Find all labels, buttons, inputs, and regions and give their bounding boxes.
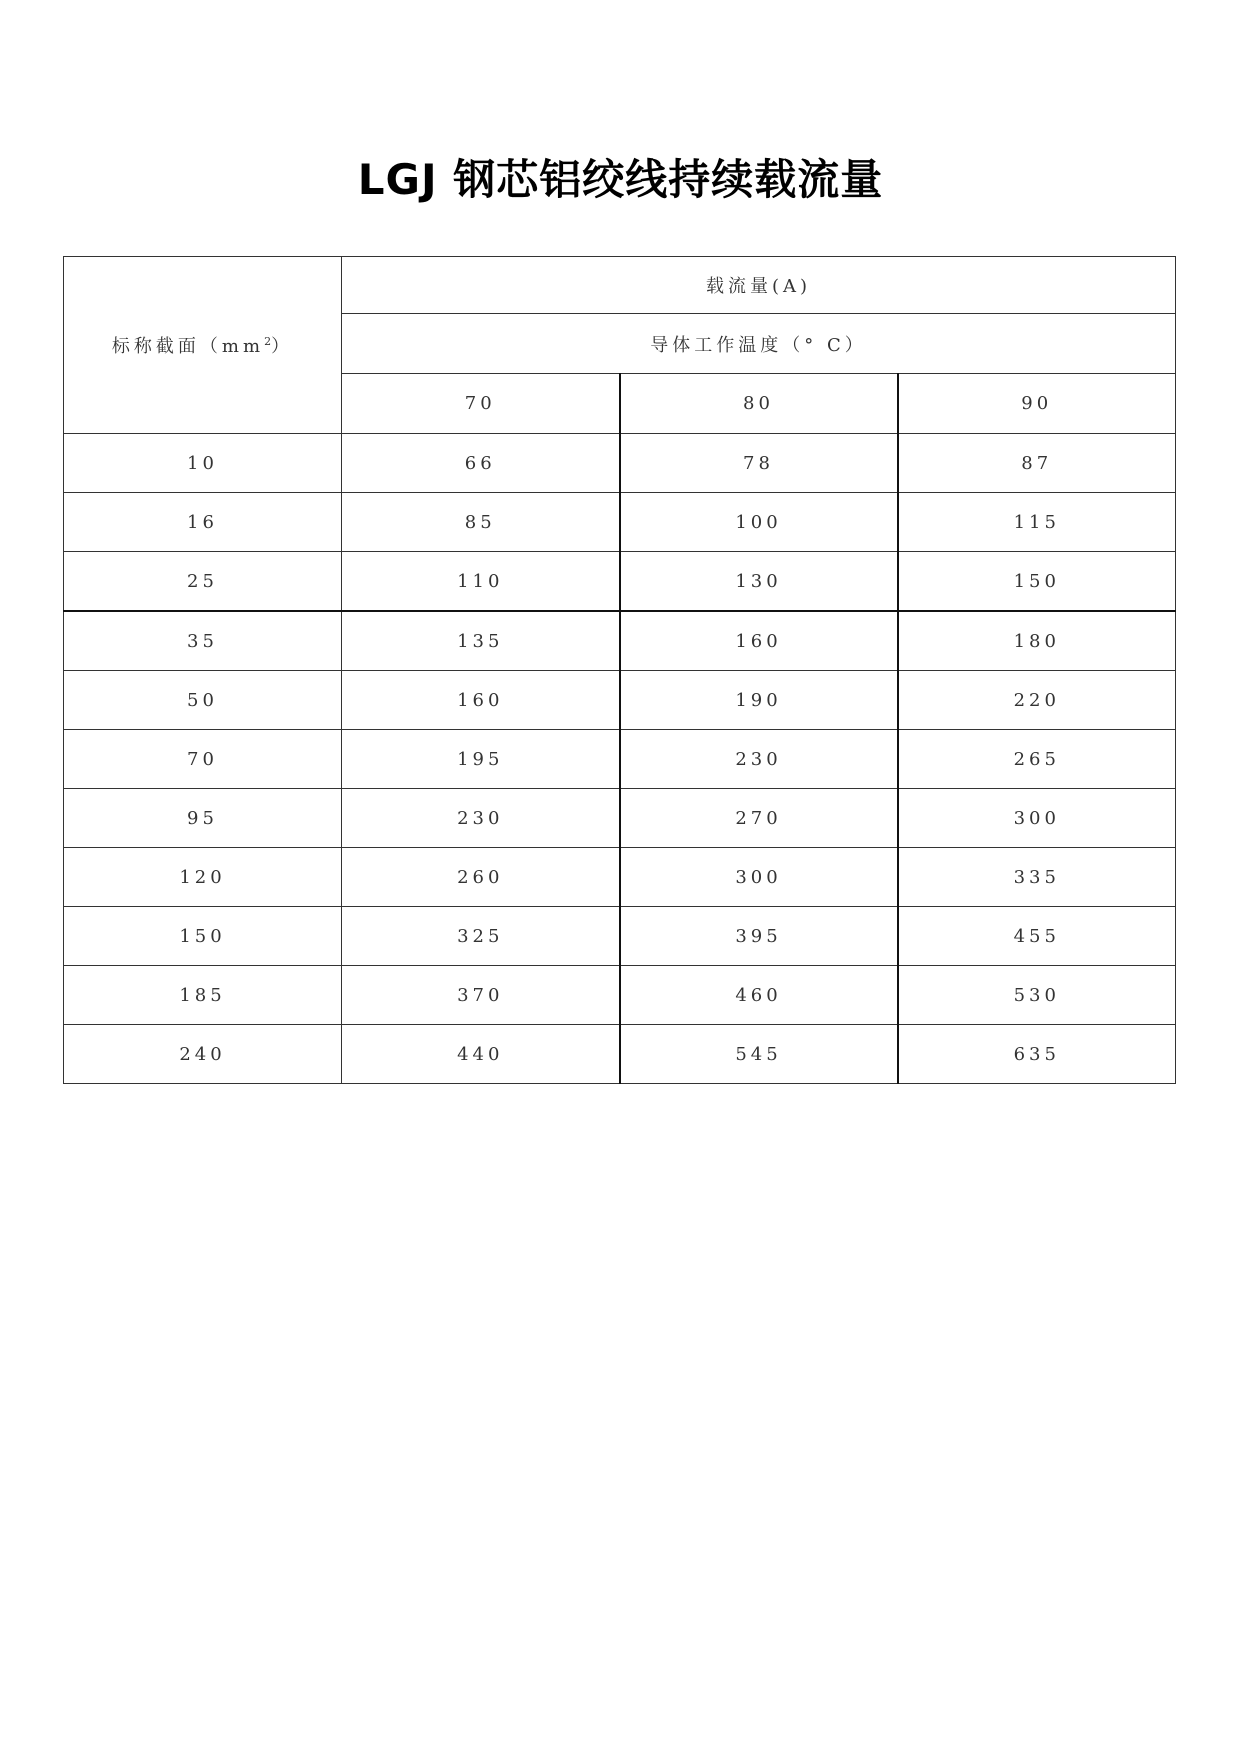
ampacity-table bbox=[63, 256, 1176, 1084]
ampacity-80-cell: 130 bbox=[620, 552, 898, 612]
table-row bbox=[64, 611, 1176, 671]
ampacity-90-cell: 455 bbox=[898, 907, 1176, 966]
ampacity-90-cell: 220 bbox=[898, 671, 1176, 730]
ampacity-90-cell: 87 bbox=[898, 434, 1176, 493]
row-header-label: 标称截面（mm bbox=[111, 336, 265, 357]
ampacity-70-cell: 370 bbox=[342, 966, 620, 1025]
ampacity-80-cell: 270 bbox=[620, 789, 898, 848]
ampacity-70-cell: 195 bbox=[342, 730, 620, 789]
section-cell: 185 bbox=[64, 966, 342, 1025]
ampacity-90-cell: 530 bbox=[898, 966, 1176, 1025]
ampacity-80-cell: 545 bbox=[620, 1025, 898, 1084]
ampacity-90-cell: 115 bbox=[898, 493, 1176, 552]
temperature-header-80: 80 bbox=[620, 374, 898, 434]
temperature-header-90: 90 bbox=[898, 374, 1176, 434]
ampacity-80-cell: 395 bbox=[620, 907, 898, 966]
ampacity-70-cell: 110 bbox=[342, 552, 620, 612]
table-row bbox=[64, 966, 1176, 1025]
group-header-cell: 载流量(A) bbox=[342, 257, 1176, 314]
ampacity-80-cell: 230 bbox=[620, 730, 898, 789]
ampacity-80-cell: 190 bbox=[620, 671, 898, 730]
ampacity-80-cell: 160 bbox=[620, 611, 898, 671]
section-cell: 70 bbox=[64, 730, 342, 789]
ampacity-80-cell: 300 bbox=[620, 848, 898, 907]
section-cell: 50 bbox=[64, 671, 342, 730]
table-row bbox=[64, 552, 1176, 612]
ampacity-70-cell: 160 bbox=[342, 671, 620, 730]
ampacity-70-cell: 85 bbox=[342, 493, 620, 552]
header-row-group bbox=[64, 257, 1176, 314]
ampacity-70-cell: 135 bbox=[342, 611, 620, 671]
table-row bbox=[64, 434, 1176, 493]
ampacity-90-cell: 265 bbox=[898, 730, 1176, 789]
section-cell: 150 bbox=[64, 907, 342, 966]
table-row bbox=[64, 1025, 1176, 1084]
ampacity-70-cell: 230 bbox=[342, 789, 620, 848]
table-row bbox=[64, 848, 1176, 907]
section-cell: 240 bbox=[64, 1025, 342, 1084]
ampacity-70-cell: 440 bbox=[342, 1025, 620, 1084]
section-cell: 10 bbox=[64, 434, 342, 493]
ampacity-70-cell: 325 bbox=[342, 907, 620, 966]
sub-header-cell: 导体工作温度（° C） bbox=[342, 314, 1176, 374]
row-header-cell bbox=[64, 257, 342, 434]
section-cell: 25 bbox=[64, 552, 342, 612]
row-header-superscript: 2 bbox=[264, 335, 272, 348]
ampacity-90-cell: 180 bbox=[898, 611, 1176, 671]
page-title: LGJ 钢芯铝绞线持续载流量 bbox=[357, 155, 884, 204]
table-row bbox=[64, 907, 1176, 966]
ampacity-90-cell: 300 bbox=[898, 789, 1176, 848]
ampacity-80-cell: 460 bbox=[620, 966, 898, 1025]
temperature-header-70: 70 bbox=[342, 374, 620, 434]
section-cell: 16 bbox=[64, 493, 342, 552]
table-row bbox=[64, 730, 1176, 789]
table-row bbox=[64, 789, 1176, 848]
row-header-label-end: ） bbox=[271, 336, 294, 357]
ampacity-80-cell: 78 bbox=[620, 434, 898, 493]
ampacity-90-cell: 150 bbox=[898, 552, 1176, 612]
ampacity-70-cell: 66 bbox=[342, 434, 620, 493]
table-row bbox=[64, 493, 1176, 552]
ampacity-90-cell: 635 bbox=[898, 1025, 1176, 1084]
ampacity-90-cell: 335 bbox=[898, 848, 1176, 907]
ampacity-80-cell: 100 bbox=[620, 493, 898, 552]
section-cell: 120 bbox=[64, 848, 342, 907]
section-cell: 35 bbox=[64, 611, 342, 671]
table-row bbox=[64, 671, 1176, 730]
section-cell: 95 bbox=[64, 789, 342, 848]
table-body bbox=[64, 257, 1176, 1084]
ampacity-70-cell: 260 bbox=[342, 848, 620, 907]
